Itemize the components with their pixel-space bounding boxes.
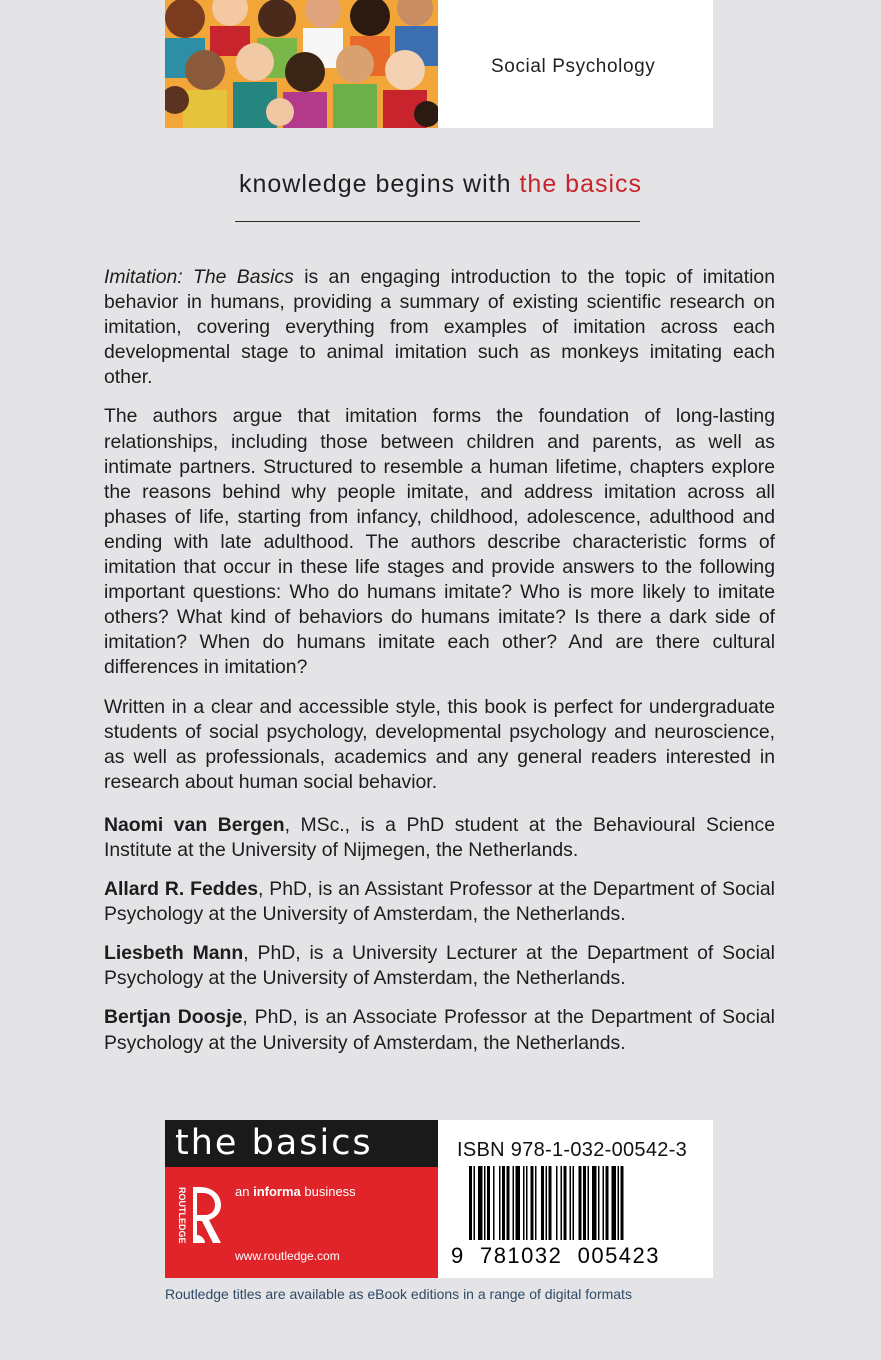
- publisher-block: [165, 1120, 713, 1278]
- barcode-bar: [570, 1166, 572, 1240]
- author-bio-text: , MSc., is a PhD student at the Behavioural Science Institute at the University of Nijmegen, the Netherlands.: [104, 813, 775, 861]
- divider: [235, 221, 640, 222]
- informa-pre: an: [235, 1184, 254, 1199]
- ebook-note: Routledge titles are available as eBook editions in a range of digital formats: [165, 1286, 632, 1302]
- informa-brand: informa: [253, 1184, 301, 1199]
- tagline-lead: knowledge begins with: [238, 170, 520, 198]
- author-name: Naomi van Bergen: [104, 813, 285, 836]
- barcode-bar: [531, 1166, 534, 1240]
- barcode-bar: [579, 1166, 582, 1240]
- barcode-bar: [523, 1166, 525, 1240]
- description-p1-text: is an engaging introduction to the topic of imitation behavior in humans, providing a summary of existing scientific research on imitation, covering everything from examples of imitation across each developmental stage to animal imitation such as monkeys imitating each other.: [104, 266, 775, 389]
- description-paragraph-3: Written in a clear and accessible style, this book is perfect for undergraduate students of social psychology, developmental psychology and neuroscience, as well as professionals, academics and any general readers interested in research about human social behavior.: [104, 695, 775, 793]
- series-tagline: [0, 170, 881, 199]
- informa-post: business: [300, 1184, 356, 1199]
- barcode-bar: [474, 1166, 476, 1240]
- barcode-bar: [507, 1166, 510, 1240]
- barcode-bar: [603, 1166, 605, 1240]
- barcode-bar: [484, 1166, 486, 1240]
- author-name: Allard R. Feddes: [104, 878, 259, 901]
- author-bio: [104, 813, 775, 863]
- barcode-bar: [583, 1166, 586, 1240]
- barcode-bar: [598, 1166, 600, 1240]
- isbn-panel: [438, 1120, 713, 1278]
- barcode-bar: [535, 1166, 537, 1240]
- description-paragraph-1: [104, 265, 775, 390]
- book-title: Imitation: The Basics: [104, 266, 294, 288]
- informa-line: [235, 1184, 356, 1199]
- barcode-bar: [478, 1166, 483, 1240]
- description-paragraph-2: The authors argue that imitation forms the foundation of long-lasting relationships, including those between children and parents, as well as intimate partners. Structured to resemble a human lifetime, chapters explore the reasons behind why people imitate, and address imitation across all phases of life, starting from infancy, childhood, adolescence, adulthood and ending with late adulthood. The authors describe characteristic forms of imitation that occur in these life stages and provide answers to the following important questions: Who do humans imitate? Who is more likely to imitate others? What kind of behaviors do humans imitate? Is there a dark side of imitation? When do humans imitate each other? And are there cultural differences in imitation?: [104, 405, 775, 679]
- author-name: Bertjan Doosje: [104, 1006, 243, 1029]
- barcode-bar: [499, 1166, 501, 1240]
- barcode-bar: [502, 1166, 505, 1240]
- barcode-bar: [564, 1166, 567, 1240]
- series-logo: the basics: [165, 1120, 438, 1167]
- barcode-bar: [469, 1166, 472, 1240]
- crowd-illustration: [165, 0, 438, 128]
- barcode-bar: [546, 1166, 548, 1240]
- routledge-wordmark: ROUTLEDGE: [177, 1187, 187, 1244]
- barcode-bar: [541, 1166, 544, 1240]
- barcode-bar: [612, 1166, 617, 1240]
- author-bio: [104, 877, 775, 927]
- barcode-bar: [588, 1166, 590, 1240]
- author-name: Liesbeth Mann: [104, 942, 244, 965]
- barcode-bar: [513, 1166, 515, 1240]
- blurb: [104, 265, 775, 1070]
- routledge-logo-icon: [175, 1181, 225, 1265]
- top-banner: [165, 0, 713, 128]
- barcode-bar: [487, 1166, 490, 1240]
- barcode-bar: [592, 1166, 597, 1240]
- subject-label: Social Psychology: [491, 56, 656, 77]
- author-bio-text: , PhD, is a University Lecturer at the Department of Social Psychology at the University of Amsterdam, the Netherlands.: [104, 942, 775, 990]
- author-bio-text: , PhD, is an Assistant Professor at the Department of Social Psychology at the University of Amsterdam, the Netherlands.: [104, 878, 775, 926]
- barcode-bar: [493, 1166, 495, 1240]
- barcode-bar: [618, 1166, 620, 1240]
- barcode: [451, 1166, 701, 1266]
- barcode-bar: [621, 1166, 624, 1240]
- barcode-bar: [549, 1166, 552, 1240]
- barcode-bar: [606, 1166, 609, 1240]
- barcode-bar: [526, 1166, 528, 1240]
- routledge-panel: [165, 1167, 438, 1278]
- author-bio: [104, 941, 775, 991]
- barcode-bar: [561, 1166, 563, 1240]
- barcode-bar: [516, 1166, 521, 1240]
- barcode-bar: [573, 1166, 575, 1240]
- author-bio: [104, 1005, 775, 1055]
- publisher-url: www.routledge.com: [235, 1249, 340, 1263]
- author-bio-text: , PhD, is an Associate Professor at the Department of Social Psychology at the University of Amsterdam, the Netherlands.: [104, 1006, 775, 1054]
- barcode-digits: 9 781032 005423: [451, 1243, 661, 1266]
- barcode-bar: [556, 1166, 558, 1240]
- isbn-text: ISBN 978-1-032-00542-3: [457, 1139, 688, 1161]
- tagline-accent: the basics: [519, 170, 643, 198]
